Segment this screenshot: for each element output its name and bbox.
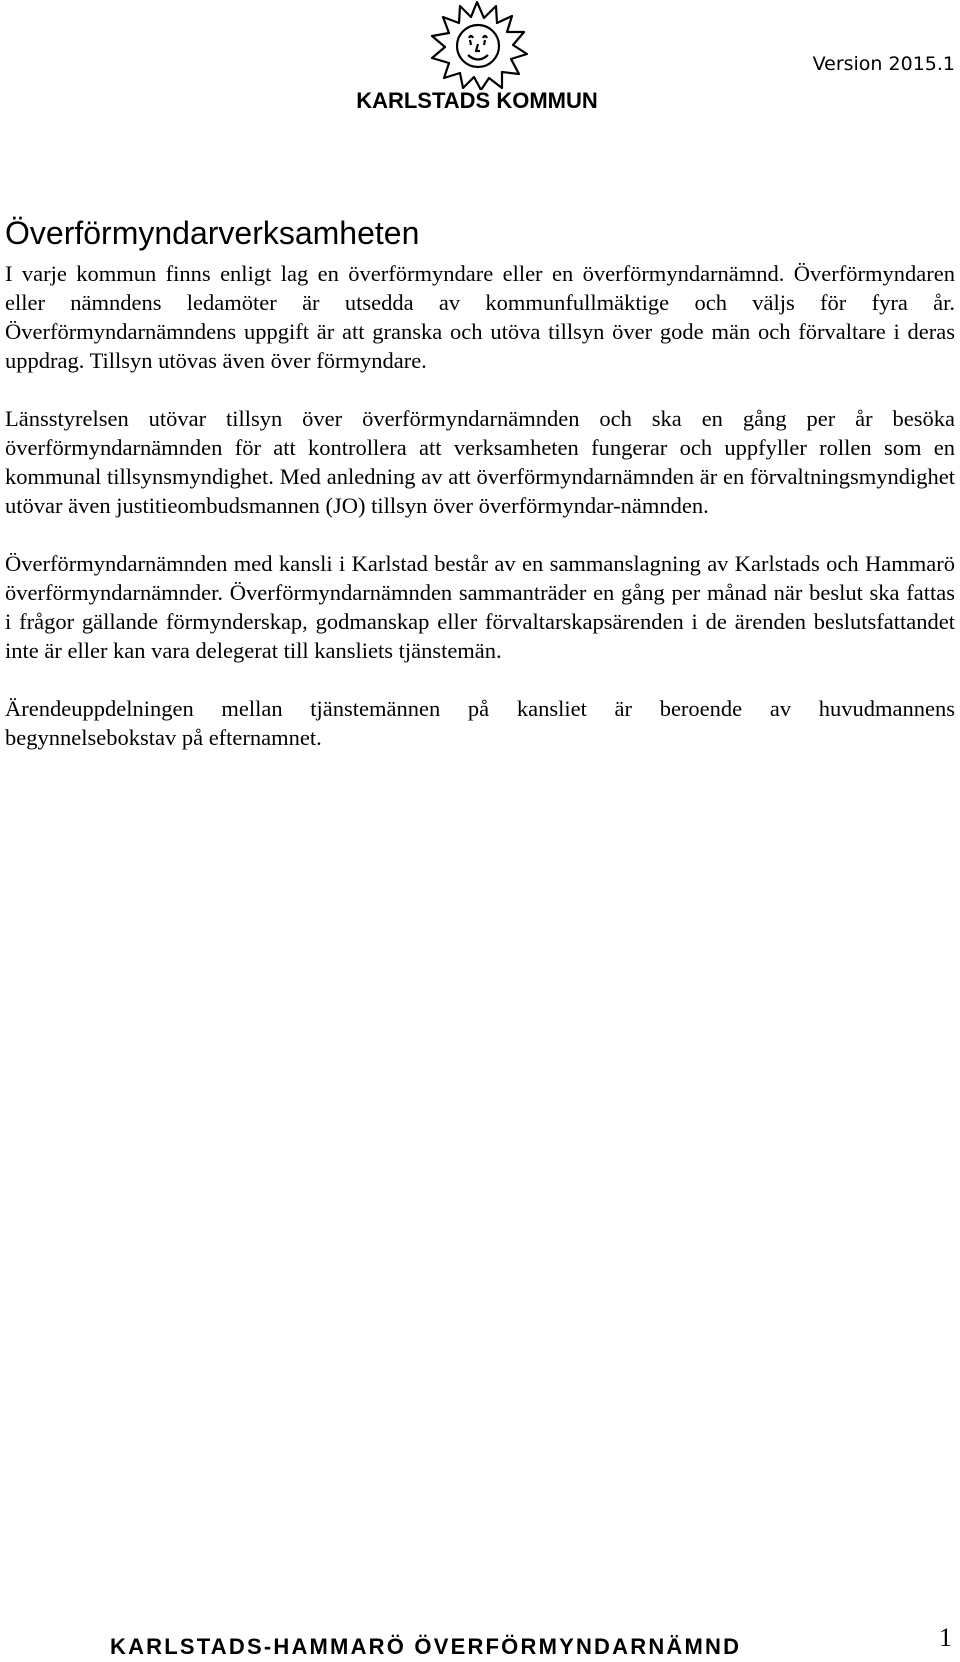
page-number: 1 — [939, 1623, 952, 1652]
version-label: Version 2015.1 — [812, 53, 955, 75]
body-text — [5, 259, 955, 781]
page-title: Överförmyndarverksamheten — [5, 215, 420, 251]
footer-title: KARLSTADS-HAMMARÖ ÖVERFÖRMYNDARNÄMND — [110, 1634, 742, 1659]
logo-text: KARLSTADS KOMMUN — [356, 88, 598, 113]
paragraph: Ärendeuppdelningen mellan tjänstemännen på kansliet är beroende av huvudmannens begynnelsebokstav på efternamnet. — [5, 696, 955, 750]
paragraph: Överförmyndarnämnden med kansli i Karlstad består av en sammanslagning av Karlstads och Hammarö överförmyndarnämnder. Överförmyndarnämnden sammanträder en gång per månad när beslut ska fattas i frågor gällande förmynderskap, godmanskap eller förvaltarskapsärenden i de ärenden beslutsfattandet inte är eller kan vara delegerat till kansliets tjänstemän. — [5, 551, 955, 663]
karlstads-kommun-logo — [350, 0, 604, 118]
paragraph: Länsstyrelsen utövar tillsyn över överförmyndarnämnden och ska en gång per år besöka överförmyndarnämnden för att kontrollera att verksamheten fungerar och uppfyller rollen som en kommunal tillsynsmyndighet. Med anledning av att överförmyndarnämnden är en förvaltningsmyndighet utövar även justitieombudsmannen (JO) tillsyn över överförmyndar-nämnden. — [5, 406, 955, 518]
paragraph: I varje kommun finns enligt lag en överförmyndare eller en överförmyndarnämnd. Överförmyndaren eller nämndens ledamöter är utsedda av kommunfullmäktige och väljs för fyra år. Överförmyndarnämndens uppgift är att granska och utöva tillsyn över gode män och förvaltare i deras uppdrag. Tillsyn utövas även över förmyndare. — [5, 261, 955, 373]
sun-face-icon — [424, 0, 530, 90]
